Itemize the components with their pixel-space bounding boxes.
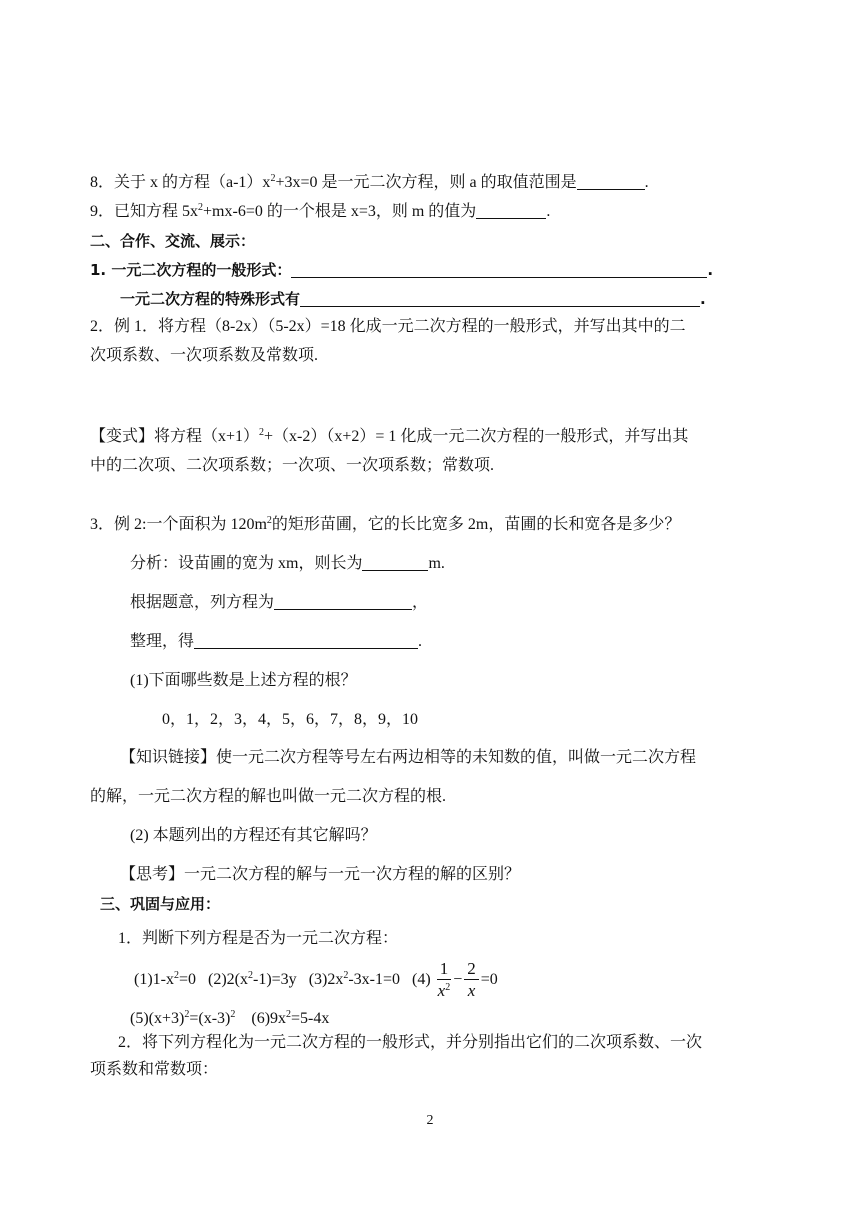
example-1-line-2: 次项系数、一次项系数及常数项. — [90, 347, 319, 364]
analysis-line-2 — [130, 592, 428, 614]
exponent: 2 — [198, 202, 204, 213]
denominator: x — [467, 980, 476, 1000]
text: 分析：设苗圃的宽为 xm，则长为 — [130, 555, 363, 572]
exponent: 2 — [343, 970, 349, 981]
equation-5: =(x-3) — [189, 1010, 231, 1027]
answer-blank[interactable] — [194, 632, 418, 649]
special-form-line — [120, 288, 706, 310]
example-1-line-1: 2．例 1．将方程（8-2x）（5-2x）=18 化成一元二次方程的一般形式，并写出其中的二 — [90, 318, 686, 335]
denominator-var: x — [437, 980, 446, 1000]
analysis-line-3 — [130, 631, 422, 653]
text: +（x-2）（x+2）= 1 化成一元二次方程的一般形式，并写出其 — [264, 428, 689, 445]
fraction-two-over-x — [464, 959, 479, 1002]
text: +3x=0 是一元二次方程，则 a 的取值范围是 — [275, 174, 577, 191]
text: m. — [428, 555, 445, 572]
text: 【变式】将方程（x+1） — [90, 428, 260, 445]
exponent: 2 — [173, 970, 179, 981]
denominator — [437, 980, 452, 1002]
answer-blank[interactable] — [362, 554, 428, 571]
exponent: 2 — [270, 173, 276, 184]
answer-blank[interactable] — [274, 593, 412, 610]
text: +mx-6=0 的一个根是 x=3，则 m 的值为 — [203, 203, 477, 220]
text: 3．例 2:一个面积为 120m — [90, 516, 267, 533]
analysis-line-1 — [130, 553, 445, 575]
answer-blank[interactable] — [476, 202, 546, 219]
equation-row-1 — [134, 955, 498, 1005]
problem-2-line-2: 项系数和常数项： — [90, 1061, 219, 1078]
text: ， — [412, 594, 429, 611]
text: 8．关于 x 的方程（a-1）x — [90, 174, 271, 191]
exponent: 2 — [445, 981, 451, 993]
text: 一元二次方程的特殊形式有 — [120, 290, 301, 308]
answer-blank[interactable] — [577, 173, 645, 190]
equation-4: (4) — [412, 971, 431, 988]
text: . — [546, 203, 551, 220]
exponent: 2 — [184, 1009, 190, 1020]
answer-blank[interactable] — [291, 261, 707, 278]
numerator: 2 — [464, 959, 479, 980]
equation-4: =0 — [480, 971, 498, 988]
problem-1-prompt: 1．判断下列方程是否为一元二次方程： — [118, 930, 399, 947]
question-8 — [90, 172, 649, 194]
sub-question-1: (1)下面哪些数是上述方程的根？ — [130, 672, 357, 689]
section-heading-3: 三、巩固与应用： — [100, 895, 221, 913]
text: 9．已知方程 5x — [90, 203, 199, 220]
equation-1: =0 — [178, 971, 197, 988]
problem-2-line-1: 2．将下列方程化为一元二次方程的一般形式，并分别指出它们的二次项系数、一次 — [118, 1034, 703, 1051]
text: 整理，得 — [130, 633, 195, 650]
think-prompt: 【思考】一元二次方程的解与一元一次方程的解的区别？ — [120, 866, 521, 883]
variant-line-2: 中的二次项、二次项系数；一次项、一次项系数；常数项. — [90, 457, 495, 474]
fraction-one-over-x-squared — [437, 959, 452, 1002]
equation-6: (6)9x — [251, 1010, 287, 1027]
exponent: 2 — [248, 970, 253, 981]
text: 1. 一元二次方程的一般形式： — [90, 261, 292, 279]
question-9 — [90, 201, 550, 223]
text: . — [700, 290, 706, 308]
general-form-line — [90, 259, 713, 281]
equation-5: (5)(x+3) — [130, 1010, 185, 1027]
equation-3: -3x-1=0 — [348, 971, 401, 988]
knowledge-link-line-2: 的解，一元二次方程的解也叫做一元二次方程的根. — [90, 788, 447, 805]
text: . — [707, 261, 714, 279]
answer-blank[interactable] — [300, 290, 700, 307]
numerator: 1 — [437, 959, 452, 980]
section-heading-2: 二、合作、交流、展示： — [90, 232, 256, 250]
example-2 — [90, 514, 680, 536]
page-number: 2 — [426, 1113, 434, 1128]
number-list: 0，1，2，3，4，5，6，7，8，9，10 — [162, 711, 419, 728]
equation-2: -1)=3y — [253, 971, 297, 988]
text: 根据题意，列方程为 — [130, 594, 275, 611]
text: . — [644, 174, 649, 191]
sub-question-2: (2) 本题列出的方程还有其它解吗？ — [130, 827, 377, 844]
equation-row-2 — [130, 1008, 329, 1030]
minus-sign: − — [453, 971, 463, 988]
variant-line-1 — [90, 426, 688, 448]
exponent: 2 — [230, 1009, 236, 1020]
equation-2: (2)2(x — [208, 971, 248, 988]
equation-3: (3)2x — [308, 971, 344, 988]
text: . — [418, 633, 423, 650]
equation-6: =5-4x — [291, 1010, 330, 1027]
equation-1: (1)1-x — [134, 971, 174, 988]
exponent: 2 — [266, 515, 272, 526]
exponent: 2 — [259, 427, 265, 438]
exponent: 2 — [286, 1009, 292, 1020]
text: 的矩形苗圃，它的长比宽多 2m，苗圃的长和宽各是多少？ — [271, 516, 681, 533]
knowledge-link-line-1: 【知识链接】使一元二次方程等号左右两边相等的未知数的值，叫做一元二次方程 — [120, 749, 697, 766]
